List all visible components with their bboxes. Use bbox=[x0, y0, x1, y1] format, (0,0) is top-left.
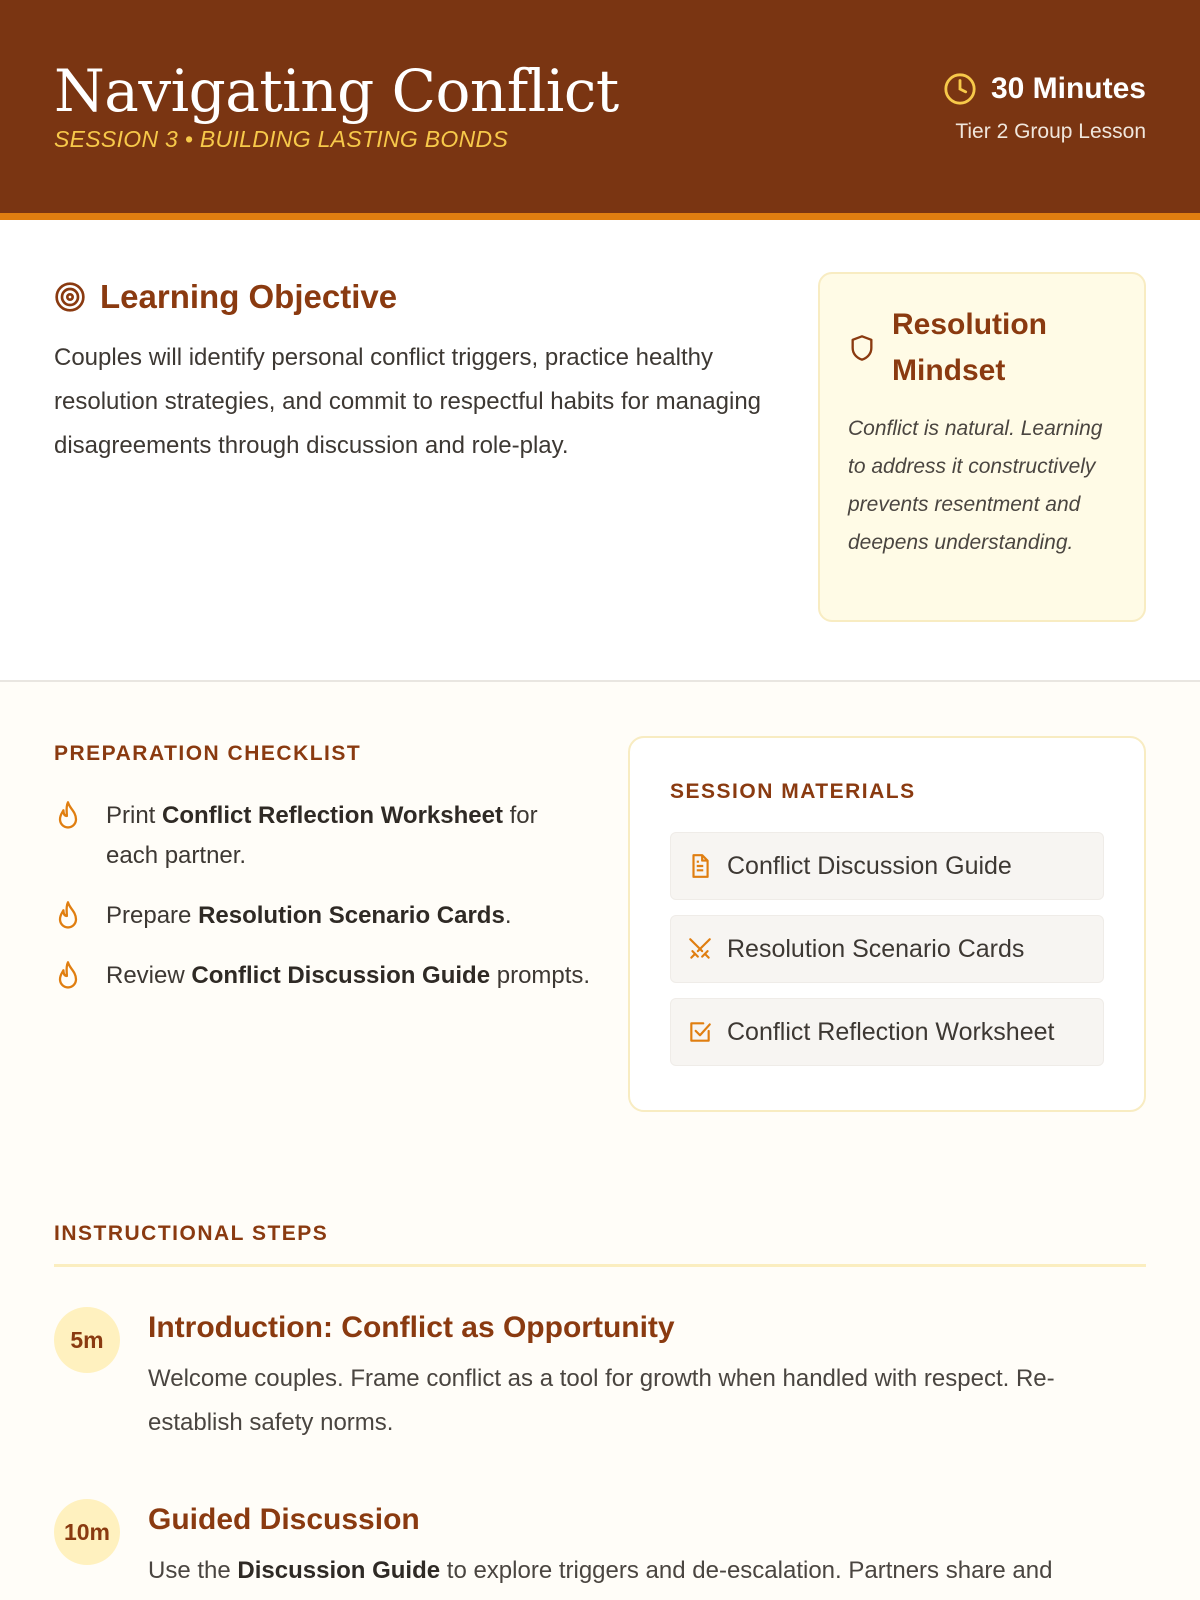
duration bbox=[943, 72, 1146, 106]
material-item-scenario-cards[interactable] bbox=[670, 915, 1104, 983]
mindset-text: Conflict is natural. Learning to address it constructively prevents resentment and deepens understanding. bbox=[848, 417, 1103, 554]
crossed-swords-icon bbox=[687, 936, 713, 962]
step-duration-badge: 10m bbox=[54, 1499, 120, 1565]
divider bbox=[54, 1264, 1146, 1267]
checklist-item bbox=[54, 896, 594, 936]
objective-section bbox=[0, 220, 1200, 682]
flame-icon bbox=[54, 900, 82, 932]
checklist bbox=[54, 796, 594, 996]
preparation-section bbox=[0, 682, 1200, 1112]
page-subtitle: SESSION 3 • BUILDING LASTING BONDS bbox=[54, 126, 509, 152]
flame-icon bbox=[54, 800, 82, 832]
document-icon bbox=[687, 853, 713, 879]
material-label: Conflict Reflection Worksheet bbox=[727, 1017, 1055, 1046]
material-label: Resolution Scenario Cards bbox=[727, 934, 1025, 963]
steps-label: INSTRUCTIONAL STEPS bbox=[54, 1222, 329, 1245]
step-text: Use the Discussion Guide to explore triggers and de-escalation. Partners share and bbox=[148, 1557, 1053, 1584]
step-title: Guided Discussion bbox=[148, 1503, 420, 1536]
shield-icon bbox=[848, 333, 876, 363]
step-text: Welcome couples. Frame conflict as a tool for growth when handled with respect. Re-establish safety norms. bbox=[148, 1365, 1055, 1436]
step-item bbox=[54, 1499, 1146, 1593]
header-right bbox=[943, 58, 1146, 213]
step-duration-badge: 5m bbox=[54, 1307, 120, 1373]
materials-label: SESSION MATERIALS bbox=[670, 780, 916, 803]
step-title: Introduction: Conflict as Opportunity bbox=[148, 1311, 675, 1344]
session-materials-card bbox=[628, 736, 1146, 1112]
objective-title: Learning Objective bbox=[100, 278, 398, 315]
page-title: Navigating Conflict bbox=[54, 57, 619, 125]
checklist-text: Review Conflict Discussion Guide prompts. bbox=[106, 962, 591, 989]
step-item bbox=[54, 1307, 1146, 1445]
preparation-checklist bbox=[54, 736, 594, 1112]
checklist-item bbox=[54, 956, 594, 996]
material-item-discussion-guide[interactable] bbox=[670, 832, 1104, 900]
checklist-label: PREPARATION CHECKLIST bbox=[54, 742, 362, 765]
step-body bbox=[148, 1499, 1052, 1593]
material-label: Conflict Discussion Guide bbox=[727, 851, 1012, 880]
target-icon bbox=[54, 281, 86, 313]
objective-heading bbox=[54, 278, 774, 316]
objective-text: Couples will identify personal conflict triggers, practice healthy resolution strategies, and commit to respectful habits for managing disagreements through discussion and role-play. bbox=[54, 344, 762, 459]
checklist-item bbox=[54, 796, 594, 876]
checklist-text: Prepare Resolution Scenario Cards. bbox=[106, 902, 512, 929]
clock-icon bbox=[943, 72, 977, 106]
tier-label: Tier 2 Group Lesson bbox=[955, 120, 1146, 143]
step-body bbox=[148, 1307, 1146, 1445]
mindset-heading bbox=[848, 302, 1116, 394]
material-item-reflection-worksheet[interactable] bbox=[670, 998, 1104, 1066]
flame-icon bbox=[54, 960, 82, 992]
checklist-text: Print Conflict Reflection Worksheet for each partner. bbox=[106, 802, 538, 869]
learning-objective bbox=[54, 272, 774, 680]
resolution-mindset-card bbox=[818, 272, 1146, 622]
mindset-title: Resolution Mindset bbox=[892, 308, 1047, 387]
checkbox-icon bbox=[687, 1019, 713, 1045]
duration-label: 30 Minutes bbox=[990, 72, 1146, 105]
header bbox=[0, 0, 1200, 220]
materials-list bbox=[670, 832, 1104, 1066]
instructional-steps bbox=[0, 1222, 1200, 1593]
header-left bbox=[54, 58, 619, 213]
